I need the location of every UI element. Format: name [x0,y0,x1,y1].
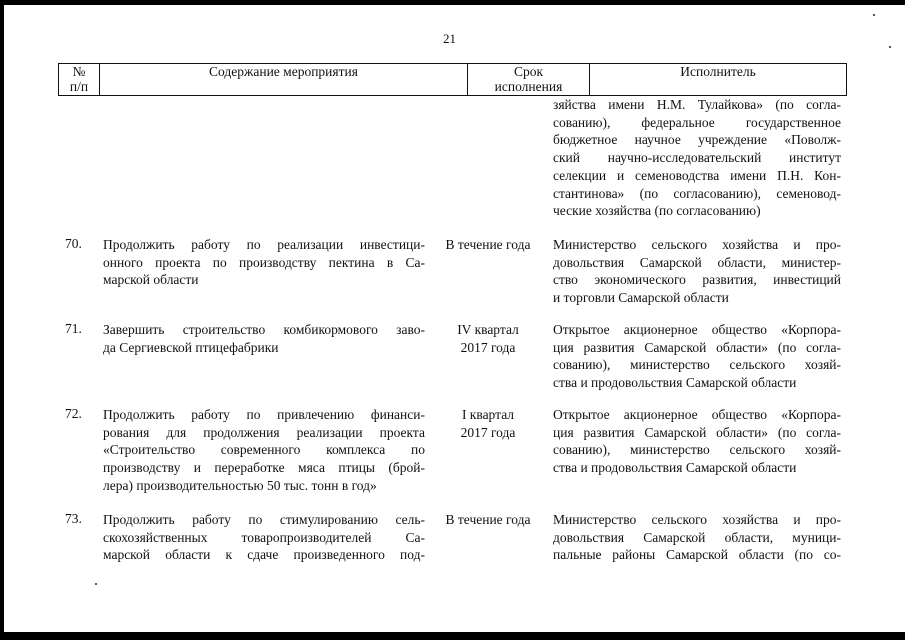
row-content [103,321,425,356]
header-term-line: исполнения [494,79,563,94]
row-executor [553,236,841,307]
text-line: ческие хозяйства (по согласованию) [553,203,761,219]
text-line: и торговли Самарской области [553,290,729,306]
header-number-line: п/п [69,79,89,94]
text-line: ства и продовольствия Самарской области [553,460,797,476]
page-number: 21 [443,31,456,46]
row-number: 72. [65,406,82,421]
text-line: онного проекта по производству пектина в Са- [103,254,425,270]
row-term [433,511,543,529]
header-term [468,64,590,96]
text-line: довольствия Самарской области, муници- [553,529,841,545]
header-executor [590,64,847,96]
scan-border-top [0,0,905,5]
text-line: сованию), федеральное государственное [553,114,841,130]
row-content [103,511,425,564]
row-content [103,406,425,495]
text-line: производству и переработке мяса птицы (брой- [103,460,425,476]
text-line: ция развития Самарской области» (по согла- [553,339,841,355]
text-line: В течение года [445,237,531,252]
text-line: «Строительство современного комплекса по [103,442,425,458]
text-line: В течение года [445,512,531,527]
row-executor [553,511,841,564]
row-number: 70. [65,236,82,251]
header-number-line: № [72,64,86,79]
scan-border-left [0,0,4,640]
text-line: марской области к сдаче произведенного под- [103,547,425,563]
text-line: 2017 года [460,424,516,440]
text-line: Министерство сельского хозяйства и про- [553,237,841,252]
row-term [433,236,543,254]
text-line: Открытое акционерное общество «Корпора- [553,322,841,337]
row-number: 71. [65,321,82,336]
header-term-line: Срок [513,64,544,79]
row-number: 73. [65,511,82,526]
text-line: зяйства имени Н.М. Тулайкова» (по согла- [553,97,841,112]
text-line: сованию), министерство сельского хозяй- [553,357,841,373]
text-line: ция развития Самарской области» (по согла- [553,424,841,440]
table-header [58,63,847,96]
text-line: сованию), министерство сельского хозяй- [553,442,841,458]
text-line: ский научно-исследовательский институт [553,150,841,166]
row-term [433,321,543,356]
text-line: I квартал [461,407,515,422]
text-line: Продолжить работу по реализации инвестици- [103,237,425,252]
header-executor-label: Исполнитель [680,64,756,79]
text-line: ства и продовольствия Самарской области [553,375,797,391]
text-line: Продолжить работу по привлечению финанси- [103,407,425,422]
text-line: 2017 года [460,339,516,355]
scan-speck [95,583,97,585]
row-content [103,236,425,289]
text-line: лера) производительностью 50 тыс. тонн в год» [103,477,377,493]
executor-continuation [553,96,841,220]
text-line: стантинова» (по согласованию), семеновод- [553,185,841,201]
text-line: бюджетное научное учреждение «Поволж- [553,132,841,148]
text-line: рования для продолжения реализации проекта [103,424,425,440]
scan-speck [889,46,891,48]
text-line: ство экономического развития, инвестиций [553,272,841,288]
header-number [59,64,100,96]
scan-speck [873,14,875,16]
text-line: Открытое акционерное общество «Корпора- [553,407,841,422]
text-line: да Сергиевской птицефабрики [103,339,279,355]
row-executor [553,406,841,477]
text-line: довольствия Самарской области, министер- [553,254,841,270]
text-line: пальные районы Самарской области (по со- [553,547,841,563]
header-content [100,64,468,96]
header-content-label: Содержание мероприятия [209,64,358,79]
text-line: Министерство сельского хозяйства и про- [553,512,841,527]
text-line: Завершить строительство комбикормового заво- [103,322,425,337]
text-line: скохозяйственных товаропроизводителей Са- [103,529,425,545]
row-executor [553,321,841,392]
text-line: селекции и семеноводства имени П.Н. Кон- [553,167,841,183]
text-line: Продолжить работу по стимулированию сель- [103,512,425,527]
text-line: марской области [103,272,199,288]
scan-border-bottom [0,632,905,640]
text-line: IV квартал [457,322,519,337]
row-term [433,406,543,441]
